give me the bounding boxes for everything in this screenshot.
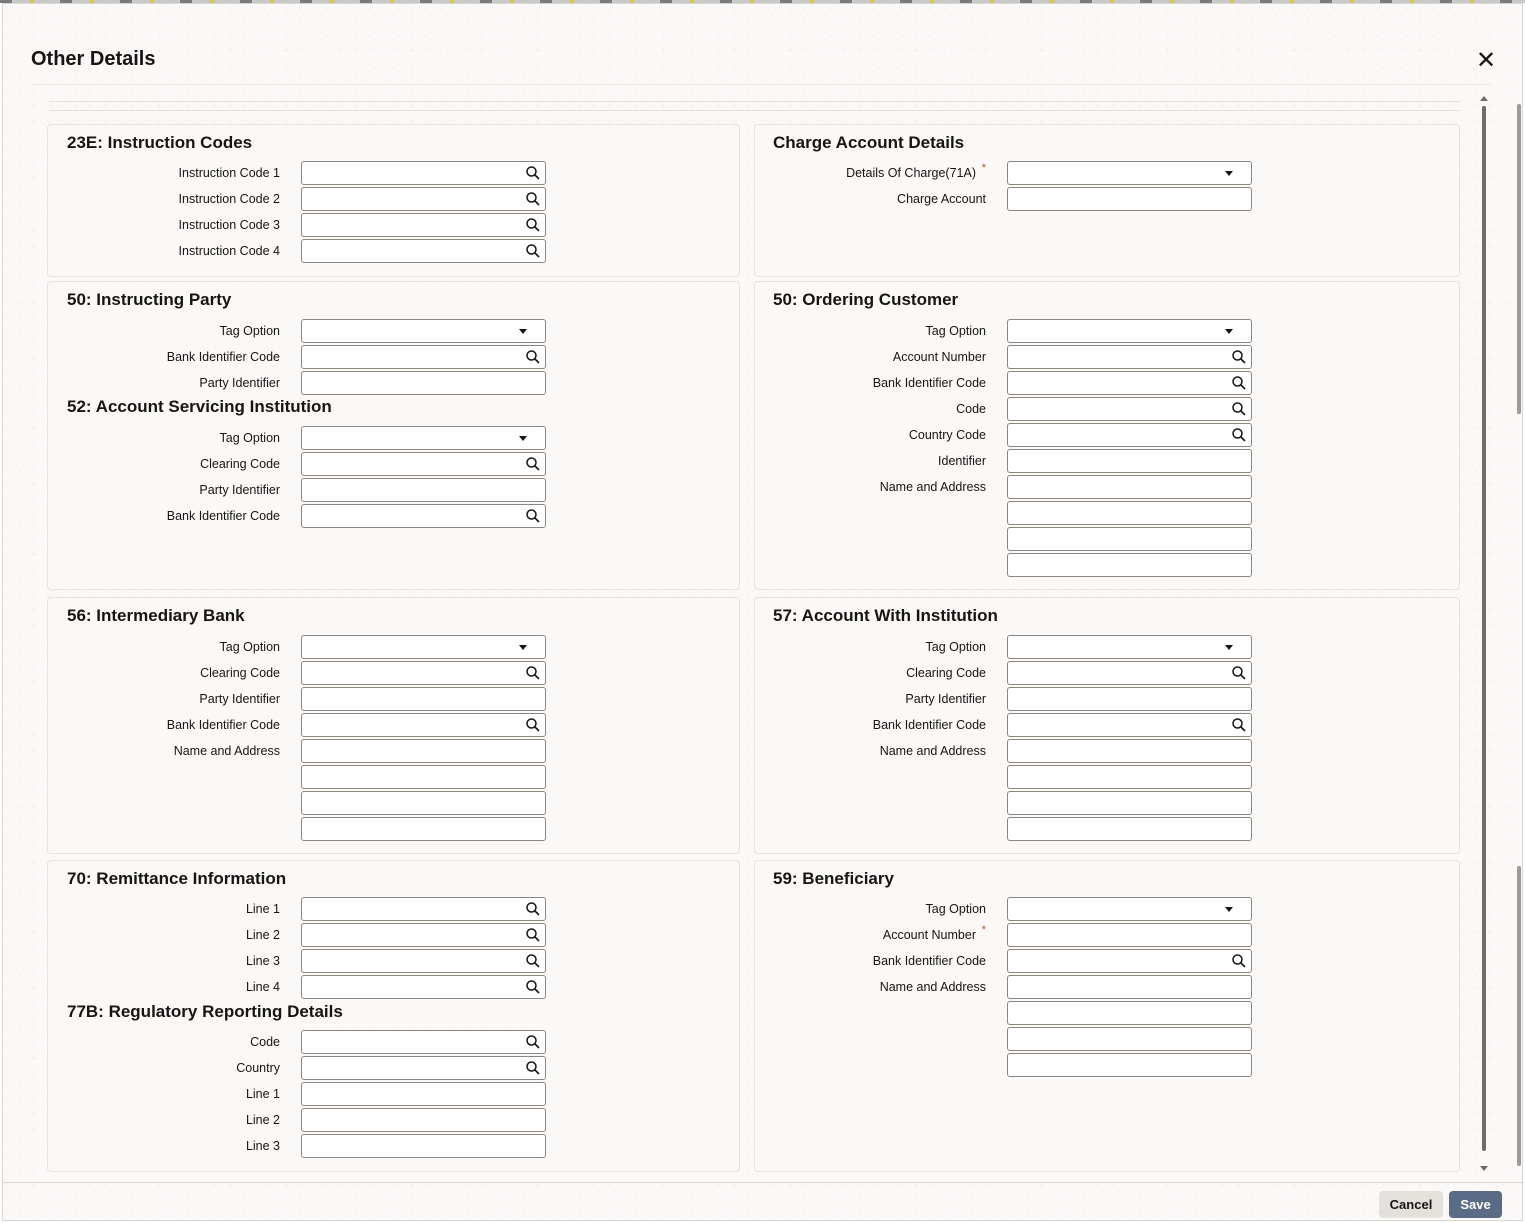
beneficiary-bic-input[interactable] — [1007, 949, 1252, 973]
beneficiary-name-address-textbox-4[interactable] — [1008, 1054, 1218, 1076]
instruction-code-2-input[interactable] — [301, 187, 546, 211]
beneficiary-bic-textbox[interactable] — [1008, 950, 1218, 972]
remittance-line-1-input[interactable] — [301, 897, 546, 921]
instruction-code-1-textbox[interactable] — [302, 162, 512, 184]
label-instructing-bic: Bank Identifier Code — [166, 350, 280, 364]
required-marker: * — [981, 162, 986, 174]
search-icon[interactable] — [525, 1034, 541, 1050]
search-icon[interactable] — [525, 456, 541, 472]
label-ordering-account-number: Account Number — [892, 350, 986, 364]
label-remittance-line-1: Line 1 — [245, 902, 280, 916]
label-instruction-code-4: Instruction Code 4 — [178, 244, 280, 258]
ordering-name-address-textbox-4[interactable] — [1008, 554, 1218, 576]
beneficiary-account-number-input[interactable] — [1007, 923, 1252, 947]
regulatory-code-textbox[interactable] — [302, 1031, 512, 1053]
awi-name-address-line-4[interactable] — [1007, 817, 1252, 841]
instruction-code-3-input[interactable] — [301, 213, 546, 237]
remittance-line-1-textbox[interactable] — [302, 898, 512, 920]
instructing-party-identifier-input[interactable] — [301, 371, 546, 395]
awi-bic-input[interactable] — [1007, 713, 1252, 737]
scrollbar-thumb[interactable] — [1482, 106, 1486, 1151]
label-beneficiary-bic: Bank Identifier Code — [872, 954, 986, 968]
regulatory-country-input[interactable] — [301, 1056, 546, 1080]
label-beneficiary-account-number — [882, 924, 986, 942]
scroll-down-arrow-icon[interactable] — [1480, 1166, 1488, 1171]
label-awi-clearing-code: Clearing Code — [906, 666, 986, 680]
save-button[interactable]: Save — [1449, 1191, 1502, 1218]
search-icon[interactable] — [1231, 375, 1247, 391]
search-icon[interactable] — [1231, 427, 1247, 443]
dialog-title: Other Details — [31, 48, 156, 70]
label-instruction-code-1: Instruction Code 1 — [178, 166, 280, 180]
chevron-down-icon[interactable] — [1225, 645, 1233, 650]
regulatory-line-3-textbox[interactable] — [302, 1135, 512, 1157]
footer-divider — [3, 1182, 1524, 1183]
instructing-bic-input[interactable] — [301, 345, 546, 369]
awi-name-address-textbox-3[interactable] — [1008, 792, 1218, 814]
awi-name-address-line-3[interactable] — [1007, 791, 1252, 815]
label-regulatory-code: Code — [250, 1035, 280, 1049]
intermediary-tag-option-select[interactable] — [301, 635, 546, 659]
label-instruction-code-2: Instruction Code 2 — [178, 192, 280, 206]
chevron-down-icon[interactable] — [519, 436, 527, 441]
awi-bic-textbox[interactable] — [1008, 714, 1218, 736]
intermediary-name-address-line-1[interactable] — [301, 739, 546, 763]
label-ordering-tag-option: Tag Option — [925, 324, 986, 338]
ordering-account-number-textbox[interactable] — [1008, 346, 1218, 368]
ordering-code-input[interactable] — [1007, 397, 1252, 421]
label-instructing-tag-option: Tag Option — [219, 324, 280, 338]
awi-clearing-code-textbox[interactable] — [1008, 662, 1218, 684]
instructing-tag-option-select[interactable] — [301, 319, 546, 343]
intermediary-name-address-textbox-1[interactable] — [302, 740, 512, 762]
details-of-charge-label-text: Details Of Charge(71A) — [846, 166, 976, 180]
remittance-line-4-input[interactable] — [301, 975, 546, 999]
ordering-name-address-textbox-1[interactable] — [1008, 476, 1218, 498]
servicing-clearing-code-textbox[interactable] — [302, 453, 512, 475]
servicing-clearing-code-input[interactable] — [301, 452, 546, 476]
regulatory-line-1-textbox[interactable] — [302, 1083, 512, 1105]
ordering-bic-input[interactable] — [1007, 371, 1252, 395]
search-icon[interactable] — [525, 165, 541, 181]
intermediary-clearing-code-input[interactable] — [301, 661, 546, 685]
section-title-instructing-party: 50: Instructing Party — [67, 290, 232, 309]
regulatory-line-1-input[interactable] — [301, 1082, 546, 1106]
ordering-code-textbox[interactable] — [1008, 398, 1218, 420]
section-title-instruction-codes: 23E: Instruction Codes — [67, 133, 253, 152]
label-regulatory-line-3: Line 3 — [245, 1139, 280, 1153]
section-title-beneficiary: 59: Beneficiary — [773, 869, 894, 888]
header-divider — [31, 84, 1491, 85]
ordering-name-address-line-3[interactable] — [1007, 527, 1252, 551]
servicing-tag-option-select[interactable] — [301, 426, 546, 450]
label-regulatory-country: Country — [236, 1061, 280, 1075]
label-intermediary-tag-option: Tag Option — [219, 640, 280, 654]
beneficiary-name-address-line-4[interactable] — [1007, 1053, 1252, 1077]
label-ordering-name-address: Name and Address — [879, 480, 986, 494]
search-icon[interactable] — [525, 349, 541, 365]
search-icon[interactable] — [525, 508, 541, 524]
ordering-bic-textbox[interactable] — [1008, 372, 1218, 394]
instruction-code-2-textbox[interactable] — [302, 188, 512, 210]
search-icon[interactable] — [1231, 717, 1247, 733]
other-details-dialog — [2, 3, 1523, 1221]
label-awi-bic: Bank Identifier Code — [872, 718, 986, 732]
instruction-code-4-input[interactable] — [301, 239, 546, 263]
chevron-down-icon[interactable] — [519, 645, 527, 650]
label-intermediary-clearing-code: Clearing Code — [200, 666, 280, 680]
label-intermediary-party-identifier: Party Identifier — [199, 692, 280, 706]
search-icon[interactable] — [525, 665, 541, 681]
label-servicing-clearing-code: Clearing Code — [200, 457, 280, 471]
servicing-bic-textbox[interactable] — [302, 505, 512, 527]
close-icon[interactable]: ✕ — [1475, 47, 1497, 74]
search-icon[interactable] — [525, 927, 541, 943]
awi-name-address-line-2[interactable] — [1007, 765, 1252, 789]
label-remittance-line-3: Line 3 — [245, 954, 280, 968]
ordering-country-code-textbox[interactable] — [1008, 424, 1218, 446]
ordering-tag-option-select[interactable] — [1007, 319, 1252, 343]
label-servicing-bic: Bank Identifier Code — [166, 509, 280, 523]
beneficiary-name-address-textbox-2[interactable] — [1008, 1002, 1218, 1024]
servicing-party-identifier-input[interactable] — [301, 478, 546, 502]
chevron-down-icon[interactable] — [1225, 907, 1233, 912]
label-beneficiary-name-address: Name and Address — [879, 980, 986, 994]
label-instruction-code-3: Instruction Code 3 — [178, 218, 280, 232]
servicing-bic-input[interactable] — [301, 504, 546, 528]
awi-party-identifier-input[interactable] — [1007, 687, 1252, 711]
label-awi-name-address: Name and Address — [879, 744, 986, 758]
beneficiary-name-address-line-3[interactable] — [1007, 1027, 1252, 1051]
intermediary-party-identifier-input[interactable] — [301, 687, 546, 711]
beneficiary-tag-option-select[interactable] — [1007, 897, 1252, 921]
section-title-remittance-information: 70: Remittance Information — [67, 869, 287, 888]
ordering-country-code-input[interactable] — [1007, 423, 1252, 447]
label-details-of-charge — [846, 162, 986, 180]
content-top-divider — [49, 101, 1461, 111]
required-marker: * — [981, 924, 986, 936]
awi-name-address-textbox-1[interactable] — [1008, 740, 1218, 762]
label-ordering-bic: Bank Identifier Code — [872, 376, 986, 390]
awi-party-identifier-textbox[interactable] — [1008, 688, 1218, 710]
remittance-line-2-input[interactable] — [301, 923, 546, 947]
label-servicing-party-identifier: Party Identifier — [199, 483, 280, 497]
section-title-ordering-customer: 50: Ordering Customer — [773, 290, 959, 309]
label-ordering-identifier: Identifier — [938, 454, 986, 468]
ordering-name-address-textbox-2[interactable] — [1008, 502, 1218, 524]
instructing-party-identifier-textbox[interactable] — [302, 372, 512, 394]
scroll-up-arrow-icon[interactable] — [1480, 96, 1488, 101]
remittance-line-3-textbox[interactable] — [302, 950, 512, 972]
section-title-intermediary-bank: 56: Intermediary Bank — [67, 606, 245, 625]
label-awi-tag-option: Tag Option — [925, 640, 986, 654]
ordering-name-address-line-4[interactable] — [1007, 553, 1252, 577]
search-icon[interactable] — [525, 979, 541, 995]
search-icon[interactable] — [1231, 953, 1247, 969]
remittance-line-3-input[interactable] — [301, 949, 546, 973]
label-remittance-line-4: Line 4 — [245, 980, 280, 994]
search-icon[interactable] — [525, 243, 541, 259]
section-title-regulatory-reporting: 77B: Regulatory Reporting Details — [67, 1002, 343, 1021]
label-servicing-tag-option: Tag Option — [219, 431, 280, 445]
page-scrollbar-thumb[interactable] — [1517, 104, 1521, 414]
instruction-code-3-textbox[interactable] — [302, 214, 512, 236]
chevron-down-icon[interactable] — [519, 329, 527, 334]
charge-account-input[interactable] — [1007, 187, 1252, 211]
search-icon[interactable] — [525, 717, 541, 733]
beneficiary-name-address-textbox-3[interactable] — [1008, 1028, 1218, 1050]
ordering-name-address-line-2[interactable] — [1007, 501, 1252, 525]
section-title-account-with-institution: 57: Account With Institution — [773, 606, 998, 625]
beneficiary-name-address-line-2[interactable] — [1007, 1001, 1252, 1025]
beneficiary-account-number-textbox[interactable] — [1008, 924, 1218, 946]
intermediary-bic-textbox[interactable] — [302, 714, 512, 736]
details-of-charge-select[interactable] — [1007, 161, 1252, 185]
ordering-name-address-line-1[interactable] — [1007, 475, 1252, 499]
content-scrollbar[interactable] — [1479, 96, 1489, 1171]
instruction-code-1-input[interactable] — [301, 161, 546, 185]
intermediary-party-identifier-textbox[interactable] — [302, 688, 512, 710]
label-ordering-code: Code — [956, 402, 986, 416]
intermediary-name-address-line-3[interactable] — [301, 791, 546, 815]
chevron-down-icon[interactable] — [1225, 329, 1233, 334]
label-beneficiary-tag-option: Tag Option — [925, 902, 986, 916]
section-title-charge-account: Charge Account Details — [773, 133, 965, 152]
section-title-account-servicing: 52: Account Servicing Institution — [67, 397, 332, 416]
search-icon[interactable] — [525, 1060, 541, 1076]
search-icon[interactable] — [1231, 665, 1247, 681]
regulatory-line-2-textbox[interactable] — [302, 1109, 512, 1131]
search-icon[interactable] — [1231, 349, 1247, 365]
label-instructing-party-identifier: Party Identifier — [199, 376, 280, 390]
awi-clearing-code-input[interactable] — [1007, 661, 1252, 685]
intermediary-bic-input[interactable] — [301, 713, 546, 737]
awi-name-address-textbox-4[interactable] — [1008, 818, 1218, 840]
awi-tag-option-select[interactable] — [1007, 635, 1252, 659]
regulatory-code-input[interactable] — [301, 1030, 546, 1054]
regulatory-line-3-input[interactable] — [301, 1134, 546, 1158]
search-icon[interactable] — [525, 191, 541, 207]
label-remittance-line-2: Line 2 — [245, 928, 280, 942]
intermediary-name-address-line-4[interactable] — [301, 817, 546, 841]
charge-account-textbox[interactable] — [1008, 188, 1218, 210]
intermediary-name-address-line-2[interactable] — [301, 765, 546, 789]
label-awi-party-identifier: Party Identifier — [905, 692, 986, 706]
regulatory-country-textbox[interactable] — [302, 1057, 512, 1079]
ordering-name-address-textbox-3[interactable] — [1008, 528, 1218, 550]
label-charge-account: Charge Account — [897, 192, 986, 206]
page-scrollbar[interactable] — [1515, 96, 1523, 1186]
intermediary-name-address-textbox-2[interactable] — [302, 766, 512, 788]
beneficiary-name-address-textbox-1[interactable] — [1008, 976, 1218, 998]
label-intermediary-bic: Bank Identifier Code — [166, 718, 280, 732]
ordering-identifier-input[interactable] — [1007, 449, 1252, 473]
ordering-identifier-textbox[interactable] — [1008, 450, 1218, 472]
intermediary-clearing-code-textbox[interactable] — [302, 662, 512, 684]
cancel-button[interactable]: Cancel — [1379, 1191, 1443, 1218]
page-scrollbar-thumb-lower[interactable] — [1517, 866, 1521, 1166]
instruction-code-4-textbox[interactable] — [302, 240, 512, 262]
search-icon[interactable] — [525, 217, 541, 233]
intermediary-name-address-textbox-4[interactable] — [302, 818, 512, 840]
search-icon[interactable] — [525, 953, 541, 969]
chevron-down-icon[interactable] — [1225, 171, 1233, 176]
label-ordering-country-code: Country Code — [908, 428, 986, 442]
search-icon[interactable] — [525, 901, 541, 917]
awi-name-address-textbox-2[interactable] — [1008, 766, 1218, 788]
intermediary-name-address-textbox-3[interactable] — [302, 792, 512, 814]
remittance-line-2-textbox[interactable] — [302, 924, 512, 946]
remittance-line-4-textbox[interactable] — [302, 976, 512, 998]
label-intermediary-name-address: Name and Address — [173, 744, 280, 758]
label-regulatory-line-2: Line 2 — [245, 1113, 280, 1127]
regulatory-line-2-input[interactable] — [301, 1108, 546, 1132]
instructing-bic-textbox[interactable] — [302, 346, 512, 368]
ordering-account-number-input[interactable] — [1007, 345, 1252, 369]
servicing-party-identifier-textbox[interactable] — [302, 479, 512, 501]
awi-name-address-line-1[interactable] — [1007, 739, 1252, 763]
search-icon[interactable] — [1231, 401, 1247, 417]
beneficiary-account-number-label-text: Account Number — [882, 928, 976, 942]
beneficiary-name-address-line-1[interactable] — [1007, 975, 1252, 999]
label-regulatory-line-1: Line 1 — [245, 1087, 280, 1101]
